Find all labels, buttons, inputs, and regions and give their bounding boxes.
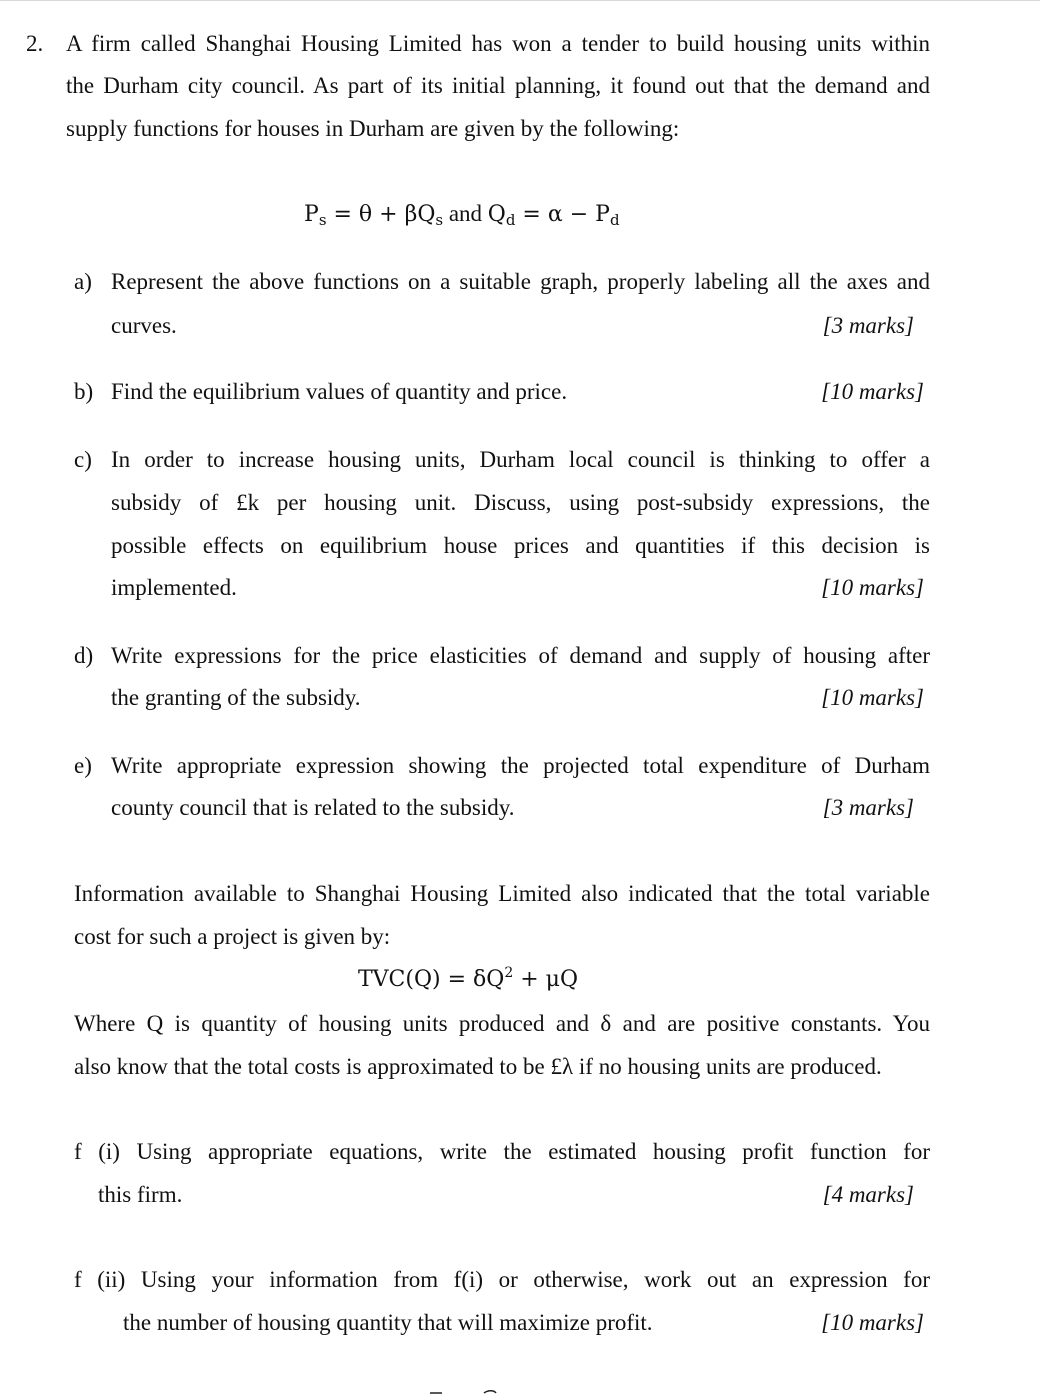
part-c-line-4: implemented.: [111, 575, 237, 600]
part-f1-marks: [4 marks]: [822, 1182, 914, 1207]
part-f2-line-2: the number of housing quantity that will maximize profit.: [123, 1310, 653, 1335]
part-c-marks: [10 marks]: [821, 575, 924, 600]
part-d-marks: [10 marks]: [821, 685, 924, 710]
part-f1-line-1: f (i) Using appropriate equations, write the estimated housing profit function for: [74, 1139, 930, 1164]
part-c-line-1: In order to increase housing units, Durham local council is thinking to offer a: [111, 447, 930, 472]
part-c-line-3: possible effects on equilibrium house prices and quantities if this decision is: [111, 533, 930, 558]
part-f1-line-2: this firm.: [98, 1182, 183, 1207]
supply-demand-equation: $P_s = \theta + \beta Q_s$ and $Q_d = \alpha - P_d$: [304, 201, 620, 229]
part-e-line-1: Write appropriate expression showing the projected total expenditure of Durham: [111, 753, 930, 778]
part-f2-line-1: f (ii) Using your information from f(i) or otherwise, work out an expression for: [74, 1267, 930, 1292]
part-d-label: d): [74, 643, 94, 668]
part-d-line-1: Write expressions for the price elasticities of demand and supply of housing after: [111, 643, 930, 668]
intro-line-1: A firm called Shanghai Housing Limited has won a tender to build housing units within: [66, 31, 930, 56]
info-line-3: Where Q is quantity of housing units produced and δ and are positive constants. You: [74, 1011, 930, 1036]
info-line-1: Information available to Shanghai Housing Limited also indicated that the total variable: [74, 881, 930, 906]
part-e-marks: [3 marks]: [822, 795, 914, 820]
question-number: 2.: [26, 31, 44, 56]
part-a-marks: [3 marks]: [822, 313, 914, 338]
part-b-marks: [10 marks]: [821, 379, 924, 404]
part-e-label: e): [74, 753, 92, 778]
intro-line-3: supply functions for houses in Durham are given by the following:: [66, 116, 680, 141]
tvc-equation: $TVC(Q) = \delta Q^2 + \mu Q$: [358, 965, 578, 992]
part-a-label: a): [74, 269, 92, 294]
part-c-line-2: subsidy of £k per housing unit. Discuss, using post-subsidy expressions, the: [111, 490, 930, 515]
part-e-line-2: county council that is related to the subsidy.: [111, 795, 515, 820]
part-a-line-1: Represent the above functions on a suitable graph, properly labeling all the axes and: [111, 269, 930, 294]
part-b-label: b): [74, 379, 94, 404]
info-line-4: also know that the total costs is approximated to be £λ if no housing units are produced.: [74, 1054, 882, 1079]
part-b-line-1: Find the equilibrium values of quantity and price.: [111, 379, 568, 404]
info-line-2: cost for such a project is given by:: [74, 924, 391, 949]
part-f2-marks: [10 marks]: [821, 1310, 924, 1335]
part-d-line-2: the granting of the subsidy.: [111, 685, 361, 710]
part-c-label: c): [74, 447, 92, 472]
cut-off-text-fragment: [428, 1384, 498, 1394]
part-a-line-2: curves.: [111, 313, 177, 338]
top-border: [0, 0, 1040, 1]
intro-line-2: the Durham city council. As part of its initial planning, it found out that the demand and: [66, 73, 930, 98]
